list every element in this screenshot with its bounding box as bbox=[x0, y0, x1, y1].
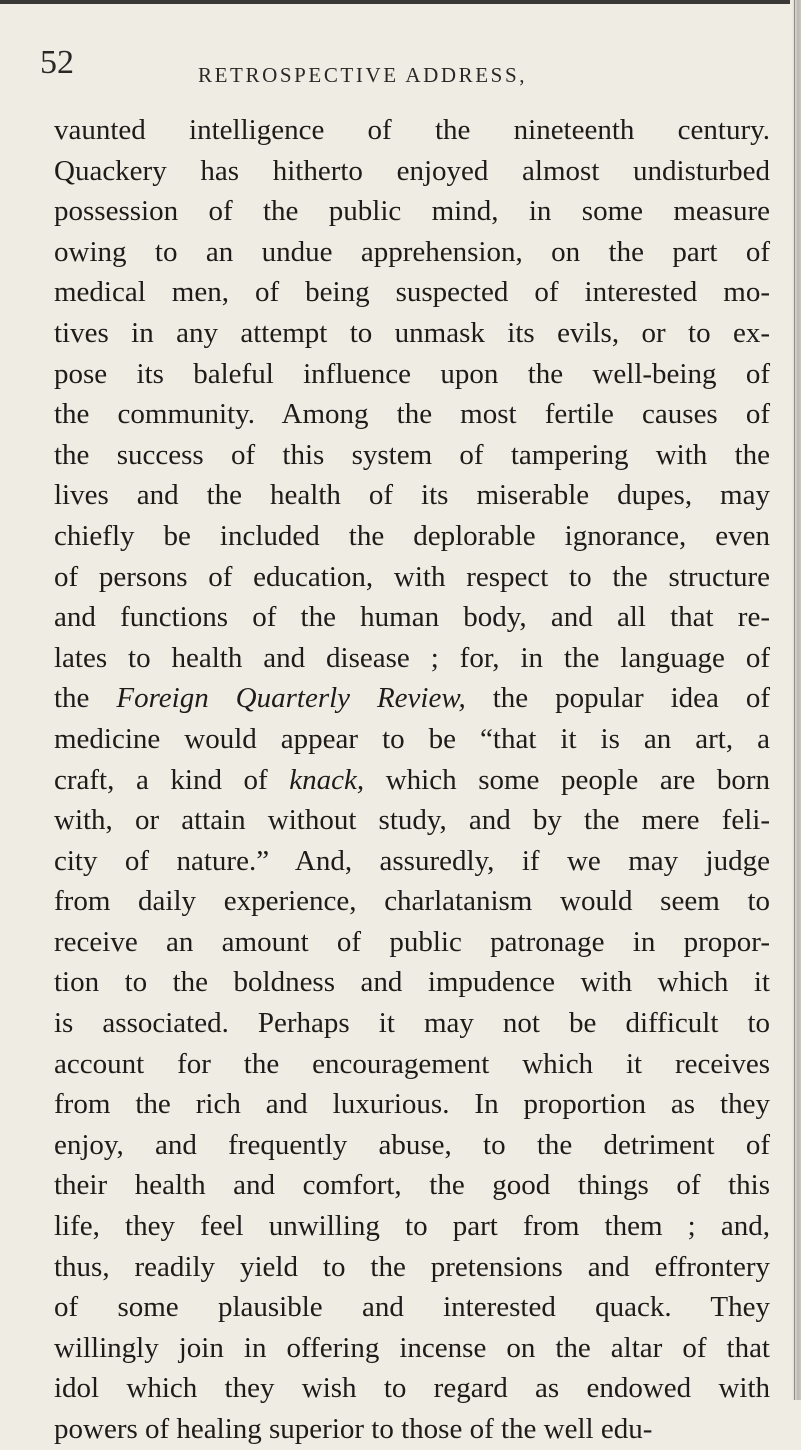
italic-title: Foreign Quarterly Review, bbox=[116, 682, 466, 715]
text-line: lives and the health of its miserable dupes, may bbox=[54, 479, 770, 512]
text-line: of persons of education, with respect to the structure bbox=[54, 560, 770, 593]
text-line: owing to an undue apprehension, on the part of bbox=[54, 235, 770, 268]
text-segment: craft, a kind of bbox=[54, 763, 290, 796]
text-line: lates to health and disease ; for, in the language of bbox=[54, 641, 770, 674]
page-number: 52 bbox=[40, 44, 74, 81]
text-line: vaunted intelligence of the nineteenth century. bbox=[54, 114, 770, 146]
text-line: willingly join in offering incense on the altar of that bbox=[54, 1331, 770, 1364]
page-edge-line bbox=[794, 0, 795, 1400]
text-line: tives in any attempt to unmask its evils, or to ex- bbox=[54, 316, 770, 349]
text-line: tion to the boldness and impudence with which it bbox=[54, 966, 770, 999]
text-line-with-italic bbox=[54, 678, 770, 719]
text-line: and functions of the human body, and all that re- bbox=[54, 601, 770, 634]
text-line: possession of the public mind, in some measure bbox=[54, 195, 770, 228]
text-line: medical men, of being suspected of interested mo- bbox=[54, 276, 770, 309]
italic-word: knack, bbox=[289, 763, 365, 796]
top-border-rule bbox=[0, 0, 790, 4]
text-line: from the rich and luxurious. In proportion as they bbox=[54, 1088, 770, 1121]
text-line: the success of this system of tampering with the bbox=[54, 438, 770, 471]
text-line: account for the encouragement which it receives bbox=[54, 1047, 770, 1080]
text-line: idol which they wish to regard as endowed with bbox=[54, 1372, 770, 1405]
text-line: thus, readily yield to the pretensions and effrontery bbox=[54, 1250, 770, 1283]
text-line: with, or attain without study, and by the mere feli- bbox=[54, 804, 770, 837]
text-line: life, they feel unwilling to part from them ; and, bbox=[54, 1210, 770, 1243]
text-line: Quackery has hitherto enjoyed almost undisturbed bbox=[54, 154, 770, 187]
text-line: receive an amount of public patronage in propor- bbox=[54, 925, 770, 958]
text-line: their health and comfort, the good things of this bbox=[54, 1169, 770, 1202]
text-line: medicine would appear to be “that it is an art, a bbox=[54, 722, 770, 755]
body-text bbox=[54, 110, 770, 1450]
text-segment: the popular idea of bbox=[465, 682, 770, 715]
text-line: of some plausible and interested quack. They bbox=[54, 1291, 770, 1324]
text-line: the community. Among the most fertile causes of bbox=[54, 398, 770, 431]
text-line: from daily experience, charlatanism would seem to bbox=[54, 885, 770, 918]
text-line: city of nature.” And, assuredly, if we may judge bbox=[54, 844, 770, 877]
text-segment: which some people are born bbox=[364, 763, 770, 796]
text-line: chiefly be included the deplorable ignorance, even bbox=[54, 519, 770, 552]
running-head: RETROSPECTIVE ADDRESS, bbox=[198, 63, 528, 87]
text-line: powers of healing superior to those of the well edu- bbox=[54, 1413, 653, 1445]
text-line: is associated. Perhaps it may not be difficult to bbox=[54, 1007, 770, 1040]
text-segment: the bbox=[54, 682, 117, 715]
text-line: pose its baleful influence upon the well-being of bbox=[54, 357, 770, 390]
text-line-with-italic bbox=[54, 760, 770, 801]
text-line: enjoy, and frequently abuse, to the detriment of bbox=[54, 1128, 770, 1161]
